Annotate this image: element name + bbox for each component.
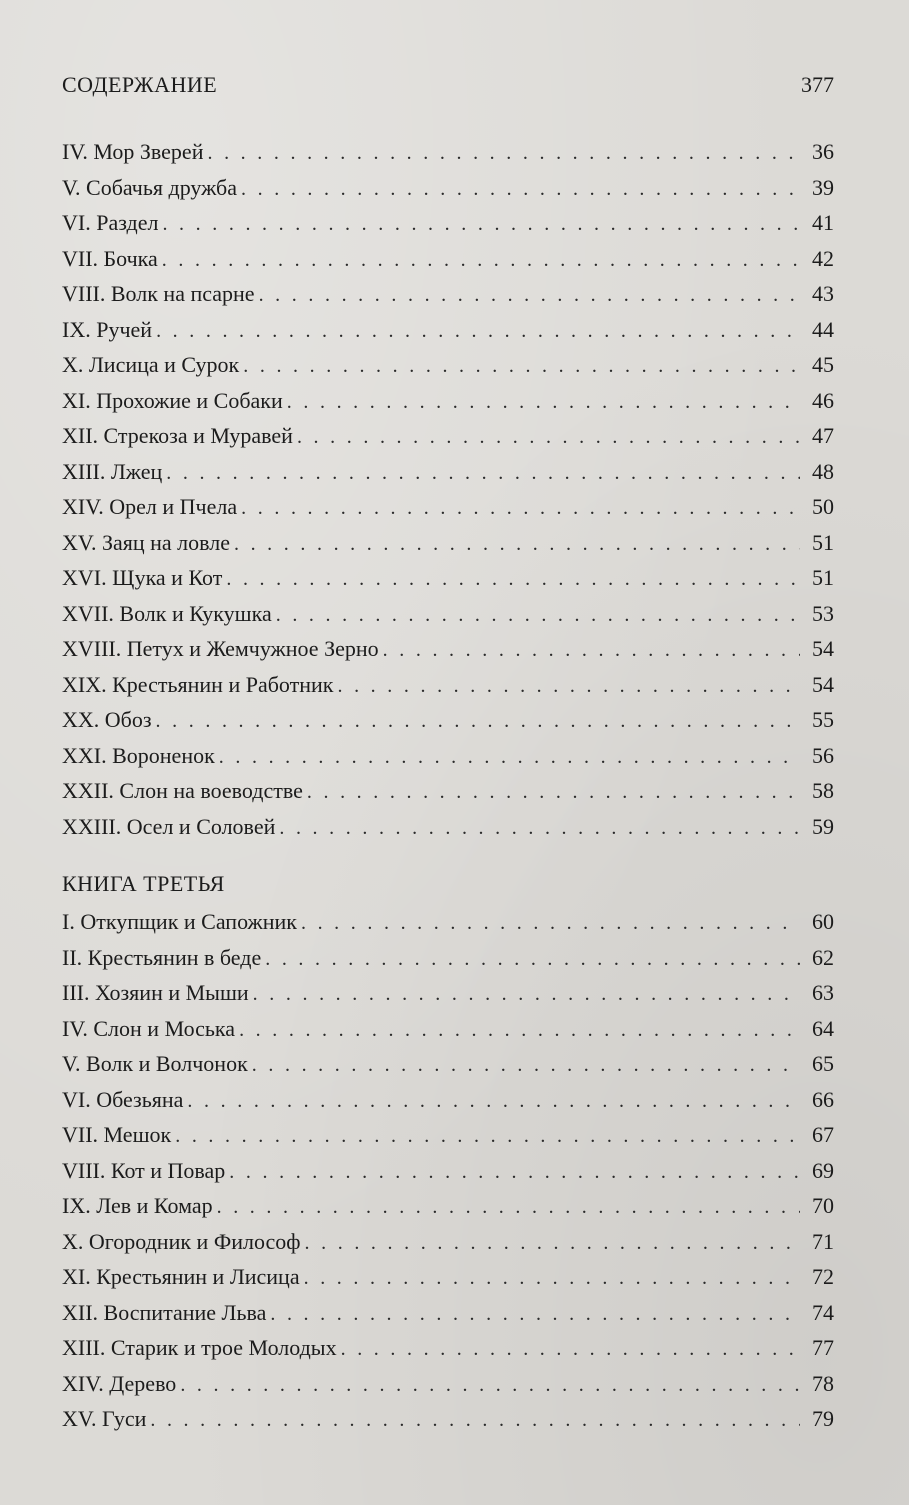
toc-entry-title: IX. Ручей xyxy=(62,316,153,342)
toc-entry xyxy=(62,171,834,205)
toc-entry-page-number: 41 xyxy=(812,210,834,235)
toc-entry-title: XXI. Вороненок xyxy=(62,742,215,768)
toc-entry-page-number: 77 xyxy=(812,1335,834,1360)
toc-entry xyxy=(62,597,834,631)
page-number: 377 xyxy=(801,72,834,97)
toc-entry-page-number: 66 xyxy=(812,1086,834,1112)
dot-leader xyxy=(341,1332,800,1366)
toc-entry-page-number: 46 xyxy=(812,387,834,413)
section-heading-book-three: КНИГА ТРЕТЬЯ xyxy=(62,871,225,896)
toc-entry-title: IV. Мор Зверей xyxy=(62,139,204,164)
running-head xyxy=(62,72,834,102)
toc-entry-page-number: 45 xyxy=(812,352,834,377)
toc-entry-title: XII. Стрекоза и Муравей xyxy=(62,423,293,448)
dot-leader xyxy=(217,1190,800,1224)
toc-entry xyxy=(62,135,834,169)
toc-entry-title: XIII. Старик и трое Молодых xyxy=(62,1335,337,1360)
toc-entry-page-number: 47 xyxy=(812,423,834,448)
dot-leader xyxy=(229,1155,800,1189)
toc-entry xyxy=(62,668,834,702)
toc-entry-page-number: 64 xyxy=(812,1015,834,1041)
toc-entry xyxy=(62,774,834,808)
dot-leader xyxy=(297,420,800,454)
toc-entry xyxy=(62,1225,834,1259)
toc-entry-title: XXIII. Осел и Соловей xyxy=(62,813,276,839)
toc-entry-page-number: 48 xyxy=(812,458,834,484)
toc-entry xyxy=(62,941,834,975)
toc-entry-title: VII. Бочка xyxy=(62,245,158,271)
dot-leader xyxy=(226,562,800,596)
dot-leader xyxy=(259,278,800,312)
toc-entry xyxy=(62,810,834,844)
dot-leader xyxy=(241,172,800,206)
dot-leader xyxy=(265,942,800,976)
toc-entry-page-number: 50 xyxy=(812,494,834,519)
toc-entry xyxy=(62,313,834,347)
toc-entry-title: XI. Крестьянин и Лисица xyxy=(62,1264,300,1289)
running-title: СОДЕРЖАНИЕ xyxy=(62,72,218,97)
dot-leader xyxy=(166,456,800,490)
dot-leader xyxy=(307,775,800,809)
toc-entry-page-number: 60 xyxy=(812,909,834,934)
toc-entry-title: XXII. Слон на воеводстве xyxy=(62,778,303,803)
dot-leader xyxy=(187,1084,800,1118)
toc-entry-title: V. Волк и Волчонок xyxy=(62,1051,248,1076)
dot-leader xyxy=(156,314,800,348)
dot-leader xyxy=(243,349,800,383)
toc-entry xyxy=(62,1118,834,1152)
toc-entry-page-number: 63 xyxy=(812,980,834,1005)
toc-entry-page-number: 74 xyxy=(812,1299,834,1325)
toc-entry xyxy=(62,490,834,524)
toc-entry-title: VIII. Кот и Повар xyxy=(62,1157,226,1183)
toc-entry-title: I. Откупщик и Сапожник xyxy=(62,909,297,934)
toc-entry-title: IV. Слон и Моська xyxy=(62,1015,236,1041)
dot-leader xyxy=(150,1403,800,1437)
toc-entry-page-number: 55 xyxy=(812,707,834,732)
toc-entry-title: VIII. Волк на псарне xyxy=(62,281,255,306)
dot-leader xyxy=(252,1048,800,1082)
toc-entry xyxy=(62,1367,834,1401)
toc-entry-title: V. Собачья дружба xyxy=(62,174,238,200)
dot-leader xyxy=(162,207,800,241)
toc-entry-title: XVII. Волк и Кукушка xyxy=(62,600,272,626)
toc-entry xyxy=(62,206,834,240)
toc-entry-title: IX. Лев и Комар xyxy=(62,1193,213,1218)
dot-leader xyxy=(207,136,800,170)
toc-entry xyxy=(62,277,834,311)
toc-entry xyxy=(62,455,834,489)
toc-entry-title: XIX. Крестьянин и Работник xyxy=(62,671,334,697)
toc-entry-page-number: 43 xyxy=(812,281,834,306)
toc-entry-page-number: 54 xyxy=(812,671,834,697)
toc-entry-page-number: 53 xyxy=(812,600,834,626)
toc-entry-page-number: 58 xyxy=(812,778,834,803)
toc-entry-title: XIV. Орел и Пчела xyxy=(62,494,238,519)
dot-leader xyxy=(305,1226,800,1260)
dot-leader xyxy=(180,1368,800,1402)
toc-entry-page-number: 44 xyxy=(812,316,834,342)
dot-leader xyxy=(219,740,800,774)
toc-entry xyxy=(62,1331,834,1365)
toc-entry xyxy=(62,526,834,560)
toc-entry-title: VI. Обезьяна xyxy=(62,1086,184,1112)
toc-entry-title: XVIII. Петух и Жемчужное Зерно xyxy=(62,636,379,661)
dot-leader xyxy=(156,704,800,738)
dot-leader xyxy=(287,385,800,419)
toc-entry xyxy=(62,703,834,737)
toc-entry xyxy=(62,1296,834,1330)
dot-leader xyxy=(241,491,800,525)
toc-entry xyxy=(62,1083,834,1117)
toc-entry-page-number: 36 xyxy=(812,139,834,164)
toc-entry-page-number: 51 xyxy=(812,565,834,590)
dot-leader xyxy=(239,1013,800,1047)
dot-leader xyxy=(234,527,800,561)
toc-entry xyxy=(62,905,834,939)
toc-entry-title: XVI. Щука и Кот xyxy=(62,565,223,590)
toc-entry xyxy=(62,1402,834,1436)
dot-leader xyxy=(301,906,800,940)
toc-entry-page-number: 42 xyxy=(812,245,834,271)
toc-entry-page-number: 65 xyxy=(812,1051,834,1076)
toc-entry xyxy=(62,242,834,276)
dot-leader xyxy=(279,811,800,845)
toc-entry-page-number: 54 xyxy=(812,636,834,661)
dot-leader xyxy=(175,1119,800,1153)
toc-entry xyxy=(62,976,834,1010)
toc-entry-page-number: 78 xyxy=(812,1370,834,1396)
toc-entry-page-number: 69 xyxy=(812,1157,834,1183)
toc-entry xyxy=(62,1047,834,1081)
dot-leader xyxy=(383,633,800,667)
toc-entry-page-number: 70 xyxy=(812,1193,834,1218)
toc-entry-page-number: 59 xyxy=(812,813,834,839)
toc-entry xyxy=(62,1189,834,1223)
toc-entry xyxy=(62,1260,834,1294)
toc-entry-title: VI. Раздел xyxy=(62,210,159,235)
toc-entry-page-number: 72 xyxy=(812,1264,834,1289)
toc-entry-title: III. Хозяин и Мыши xyxy=(62,980,249,1005)
toc-entry-title: X. Лисица и Сурок xyxy=(62,352,240,377)
toc-entry-page-number: 79 xyxy=(812,1406,834,1431)
toc-entry-title: XIV. Дерево xyxy=(62,1370,177,1396)
toc-entry xyxy=(62,348,834,382)
toc-entry-page-number: 71 xyxy=(812,1228,834,1254)
toc-entry-title: XI. Прохожие и Собаки xyxy=(62,387,283,413)
toc-entry-title: VII. Мешок xyxy=(62,1122,172,1147)
toc-entry-page-number: 51 xyxy=(812,529,834,555)
toc-entry-title: XX. Обоз xyxy=(62,707,152,732)
toc-entry-page-number: 67 xyxy=(812,1122,834,1147)
dot-leader xyxy=(253,977,800,1011)
toc-entry-title: XIII. Лжец xyxy=(62,458,163,484)
toc-entry xyxy=(62,739,834,773)
toc-entry-title: XV. Заяц на ловле xyxy=(62,529,230,555)
toc-entry-title: II. Крестьянин в беде xyxy=(62,944,262,970)
toc-entry xyxy=(62,1154,834,1188)
toc-entry-page-number: 39 xyxy=(812,174,834,200)
toc-entry xyxy=(62,419,834,453)
toc-entry xyxy=(62,1012,834,1046)
toc-entry xyxy=(62,561,834,595)
dot-leader xyxy=(162,243,800,277)
toc-entry-title: XII. Воспитание Льва xyxy=(62,1299,267,1325)
dot-leader xyxy=(304,1261,800,1295)
dot-leader xyxy=(270,1297,800,1331)
toc-entry xyxy=(62,632,834,666)
dot-leader xyxy=(276,598,800,632)
toc-entry-page-number: 56 xyxy=(812,742,834,768)
dot-leader xyxy=(337,669,800,703)
toc-entry-title: X. Огородник и Философ xyxy=(62,1228,301,1254)
toc-entry-title: XV. Гуси xyxy=(62,1406,147,1431)
toc-entry-page-number: 62 xyxy=(812,944,834,970)
toc-entry xyxy=(62,384,834,418)
